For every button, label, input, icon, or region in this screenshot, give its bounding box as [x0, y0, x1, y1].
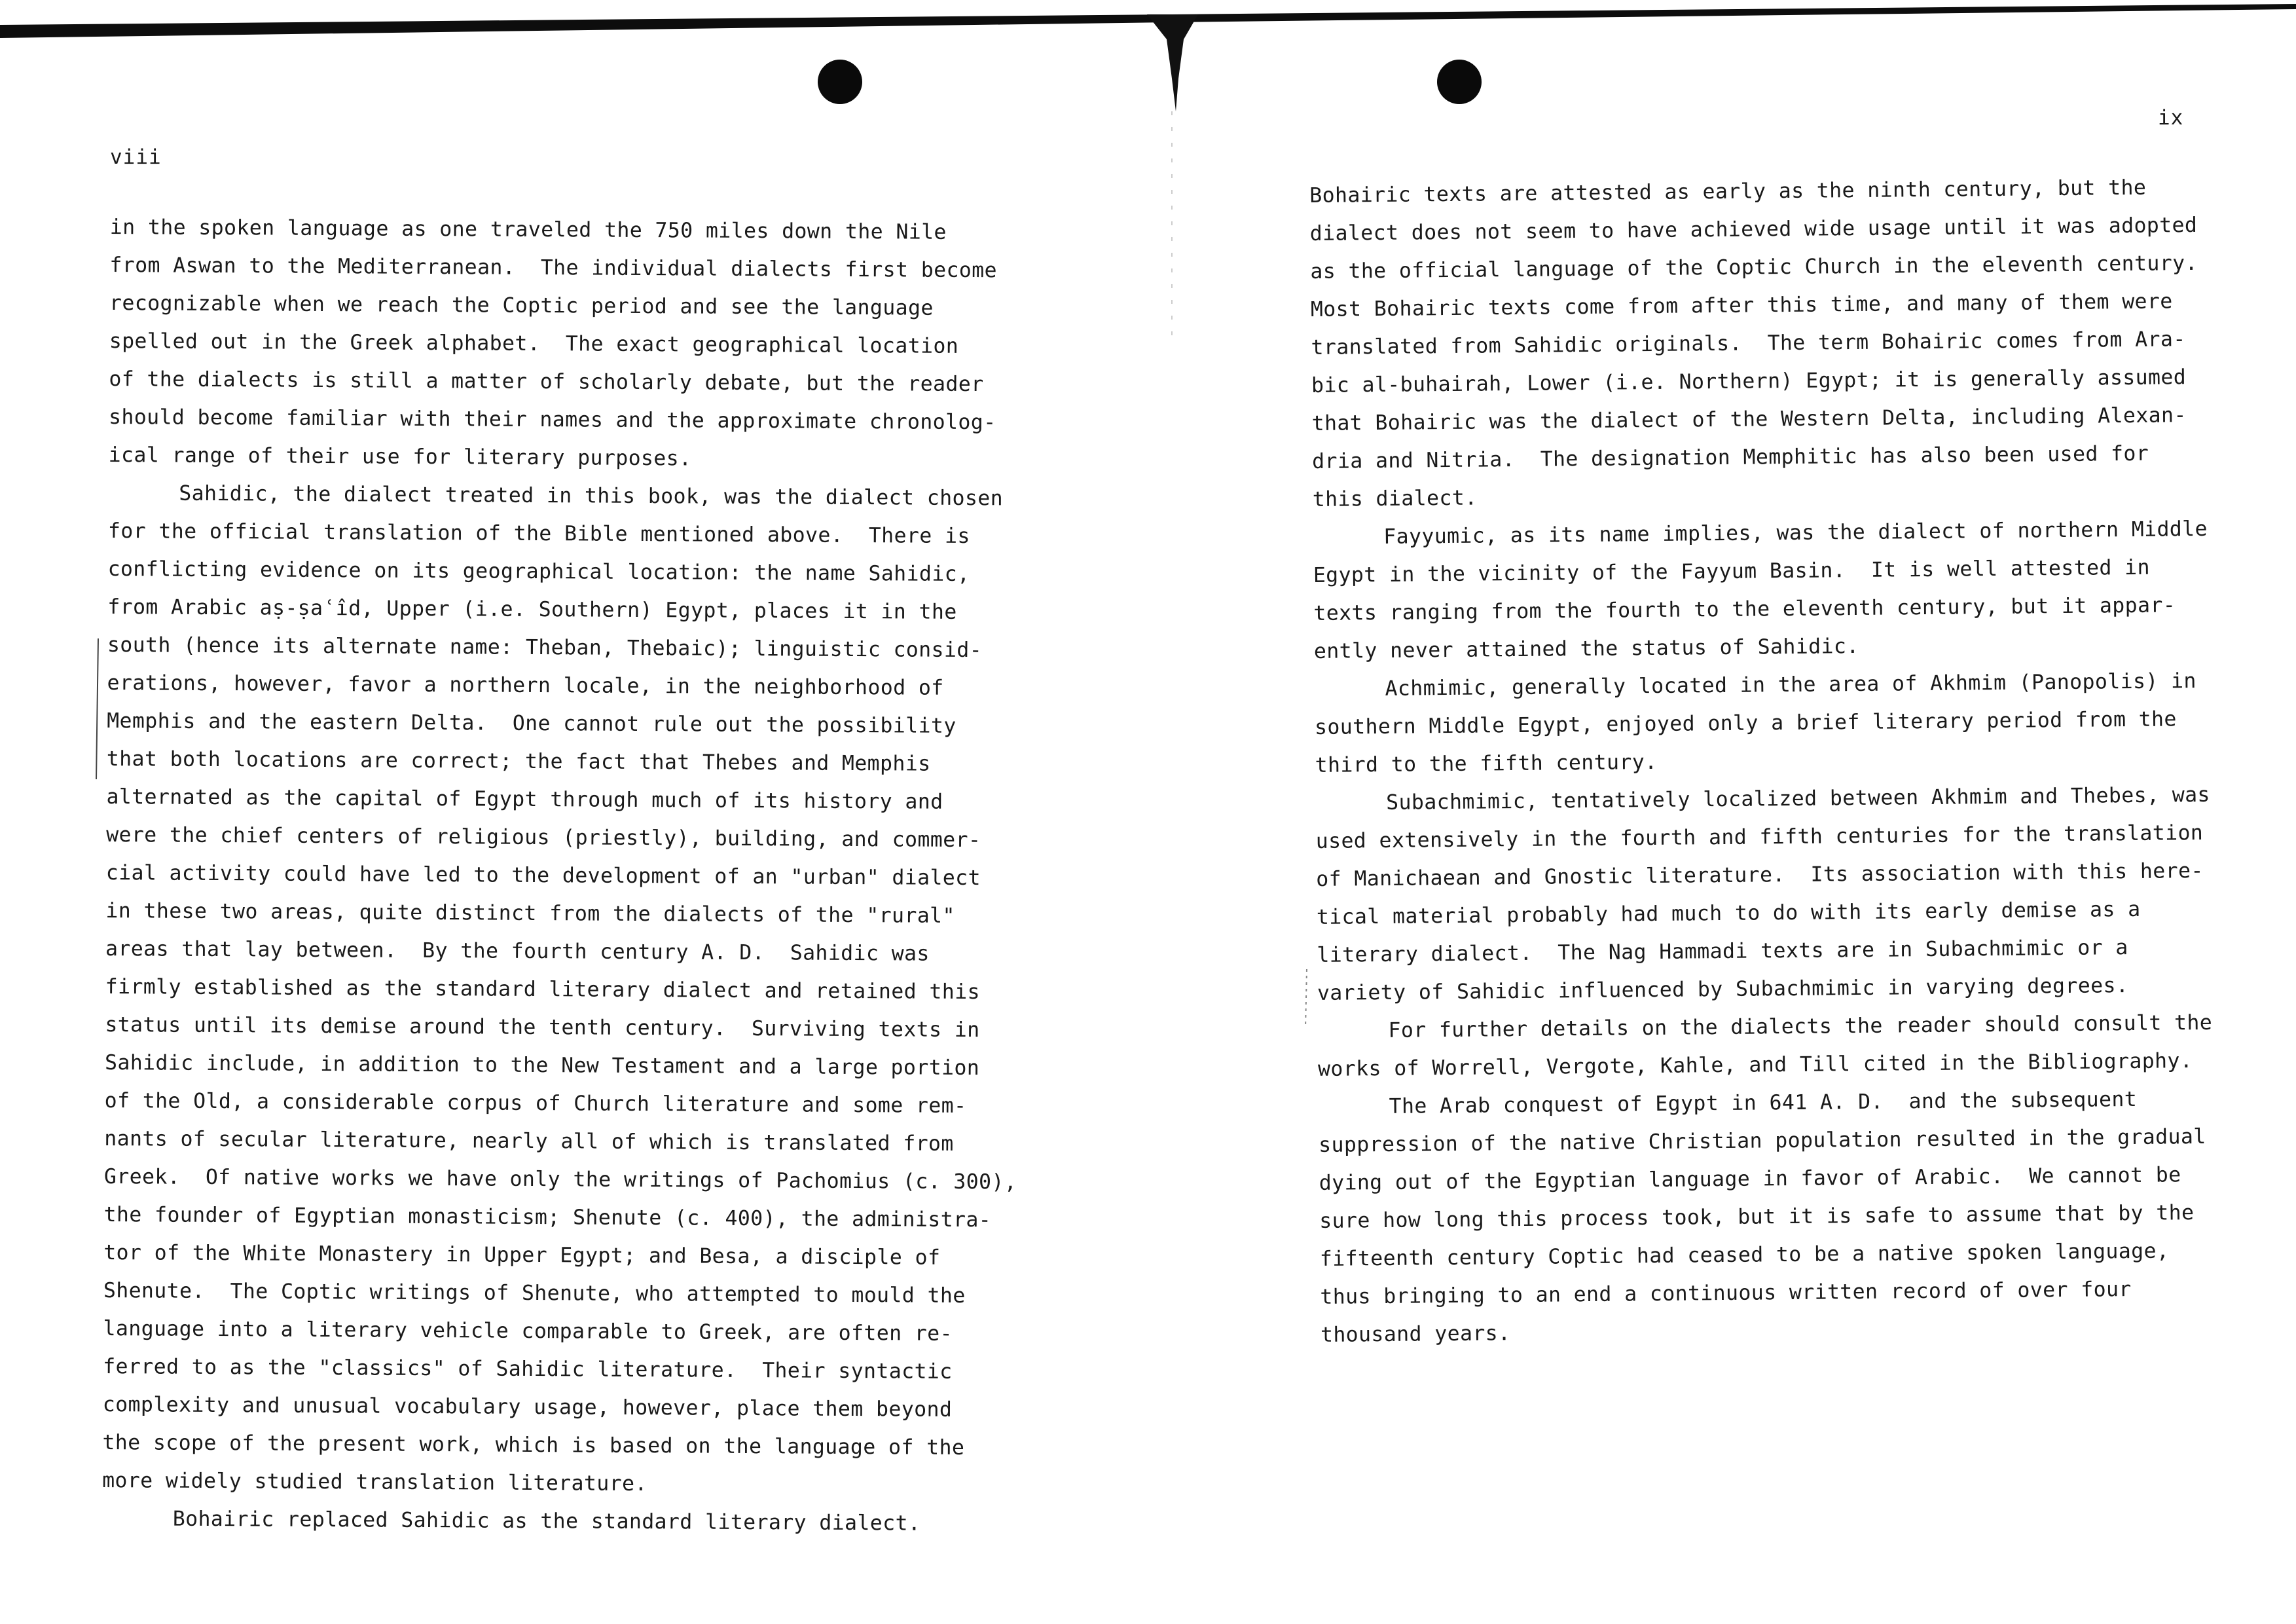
text-line: firmly established as the standard literary dialect and retained this: [105, 974, 980, 1005]
text-line: southern Middle Egypt, enjoyed only a brief literary period from the: [1314, 707, 2177, 739]
text-line: ical range of their use for literary purposes.: [108, 443, 692, 471]
text-line: Most Bohairic texts come from after this time, and many of them were: [1310, 289, 2173, 322]
text-line: used extensively in the fourth and fifth centuries for the translation: [1315, 821, 2204, 853]
text-line: Memphis and the eastern Delta. One cannot rule out the possibility: [107, 709, 957, 738]
text-line: tor of the White Monastery in Upper Egypt; and Besa, a disciple of: [103, 1240, 941, 1270]
right-page: [1172, 0, 2296, 1624]
text-line: sure how long this process took, but it is safe to assume that by the: [1319, 1201, 2195, 1233]
page-number-right: ix: [2158, 106, 2184, 130]
text-line: suppression of the native Christian population resulted in the gradual: [1319, 1124, 2206, 1157]
text-line: alternated as the capital of Egypt through much of its history and: [106, 784, 943, 814]
text-line: Sahidic, the dialect treated in this book, was the dialect chosen: [179, 481, 1004, 511]
text-line: for the official translation of the Bible mentioned above. There is: [107, 519, 970, 549]
text-line: For further details on the dialects the reader should consult the: [1388, 1010, 2213, 1043]
text-line: complexity and unusual vocabulary usage, however, place them beyond: [102, 1392, 953, 1422]
text-line: that Bohairic was the dialect of the Western Delta, including Alexan-: [1311, 403, 2187, 435]
text-line: Greek. Of native works we have only the writings of Pachomius (c. 300),: [103, 1164, 1017, 1194]
text-line: thousand years.: [1320, 1321, 1511, 1347]
right-page-body: [1309, 168, 2215, 1354]
text-line: Achmimic, generally located in the area of Akhmim (Panopolis) in: [1385, 669, 2196, 701]
text-line: Egypt in the vicinity of the Fayyum Basin. It is well attested in: [1313, 555, 2151, 587]
text-line: of the dialects is still a matter of scholarly debate, but the reader: [109, 367, 984, 397]
text-line: nants of secular literature, nearly all of which is translated from: [104, 1126, 954, 1156]
text-line: spelled out in the Greek alphabet. The exact geographical location: [109, 329, 959, 358]
text-line: dialect does not seem to have achieved wide usage until it was adopted: [1309, 213, 2198, 246]
text-line: cial activity could have led to the development of an "urban" dialect: [105, 860, 981, 891]
page-number-left: viii: [110, 145, 162, 169]
text-line: thus bringing to an end a continuous written record of over four: [1320, 1278, 2132, 1309]
text-line: Bohairic replaced Sahidic as the standard literary dialect.: [172, 1507, 921, 1536]
text-line: third to the fifth century.: [1315, 750, 1658, 777]
text-line: the scope of the present work, which is based on the language of the: [102, 1430, 965, 1460]
text-line: Sahidic include, in addition to the New Testament and a large portion: [104, 1050, 980, 1080]
text-line: Bohairic texts are attested as early as the ninth century, but the: [1309, 175, 2147, 208]
text-line: that both locations are correct; the fact that Thebes and Memphis: [106, 747, 931, 776]
text-line: this dialect.: [1312, 486, 1478, 511]
text-line: Subachmimic, tentatively localized between Akhmim and Thebes, was: [1386, 783, 2210, 815]
text-line: recognizable when we reach the Coptic period and see the language: [109, 291, 934, 320]
text-line: The Arab conquest of Egypt in 641 A. D. and the subsequent: [1389, 1087, 2138, 1118]
text-line: works of Worrell, Vergote, Kahle, and Till cited in the Bibliography.: [1317, 1049, 2193, 1081]
text-line: the founder of Egyptian monasticism; Shenute (c. 400), the administra-: [103, 1202, 992, 1232]
text-line: ently never attained the status of Sahidic.: [1313, 634, 1859, 663]
text-line: variety of Sahidic influenced by Subachmimic in varying degrees.: [1317, 974, 2129, 1005]
text-line: dying out of the Egyptian language in favor of Arabic. We cannot be: [1319, 1163, 2181, 1195]
text-line: should become familiar with their names and the approximate chronolog-: [108, 405, 996, 435]
text-line: of the Old, a considerable corpus of Church literature and some rem-: [104, 1088, 967, 1118]
text-line: areas that lay between. By the fourth century A. D. Sahidic was: [105, 936, 930, 966]
text-line: dria and Nitria. The designation Memphitic has also been used for: [1312, 441, 2149, 473]
text-line: bic al-buhairah, Lower (i.e. Northern) Egypt; it is generally assumed: [1311, 365, 2187, 397]
text-line: erations, however, favor a northern locale, in the neighborhood of: [107, 671, 944, 700]
text-line: Fayyumic, as its name implies, was the dialect of northern Middle: [1383, 517, 2208, 549]
text-line: ferred to as the "classics" of Sahidic literature. Their syntactic: [103, 1354, 953, 1384]
text-line: fifteenth century Coptic had ceased to be a native spoken language,: [1319, 1239, 2170, 1271]
text-line: from Aswan to the Mediterranean. The individual dialects first become: [109, 253, 998, 283]
text-line: status until its demise around the tenth century. Surviving texts in: [105, 1012, 980, 1043]
left-page-body: [102, 208, 1023, 1543]
text-line: texts ranging from the fourth to the eleventh century, but it appar-: [1313, 593, 2176, 625]
text-line: Shenute. The Coptic writings of Shenute, who attempted to mould the: [103, 1278, 966, 1308]
text-line: translated from Sahidic originals. The term Bohairic comes from Ara-: [1311, 327, 2186, 360]
text-line: were the chief centers of religious (priestly), building, and commer-: [106, 822, 981, 853]
text-line: literary dialect. The Nag Hammadi texts are in Subachmimic or a: [1317, 936, 2128, 967]
text-line: south (hence its alternate name: Theban, Thebaic); linguistic consid-: [107, 633, 983, 663]
text-line: more widely studied translation literature.: [102, 1468, 647, 1496]
text-line: in these two areas, quite distinct from the dialects of the "rural": [105, 898, 955, 928]
text-line: of Manichaean and Gnostic literature. Its association with this here-: [1316, 858, 2204, 891]
text-line: language into a literary vehicle comparable to Greek, are often re-: [103, 1316, 953, 1346]
text-line: tical material probably had much to do with its early demise as a: [1316, 897, 2141, 929]
text-line: from Arabic aṣ-ṣaʿîd, Upper (i.e. Southern) Egypt, places it in the: [107, 595, 957, 624]
text-line: in the spoken language as one traveled the 750 miles down the Nile: [109, 215, 947, 244]
text-line: conflicting evidence on its geographical location: the name Sahidic,: [107, 557, 970, 587]
text-line: as the official language of the Coptic Church in the eleventh century.: [1310, 251, 2198, 284]
